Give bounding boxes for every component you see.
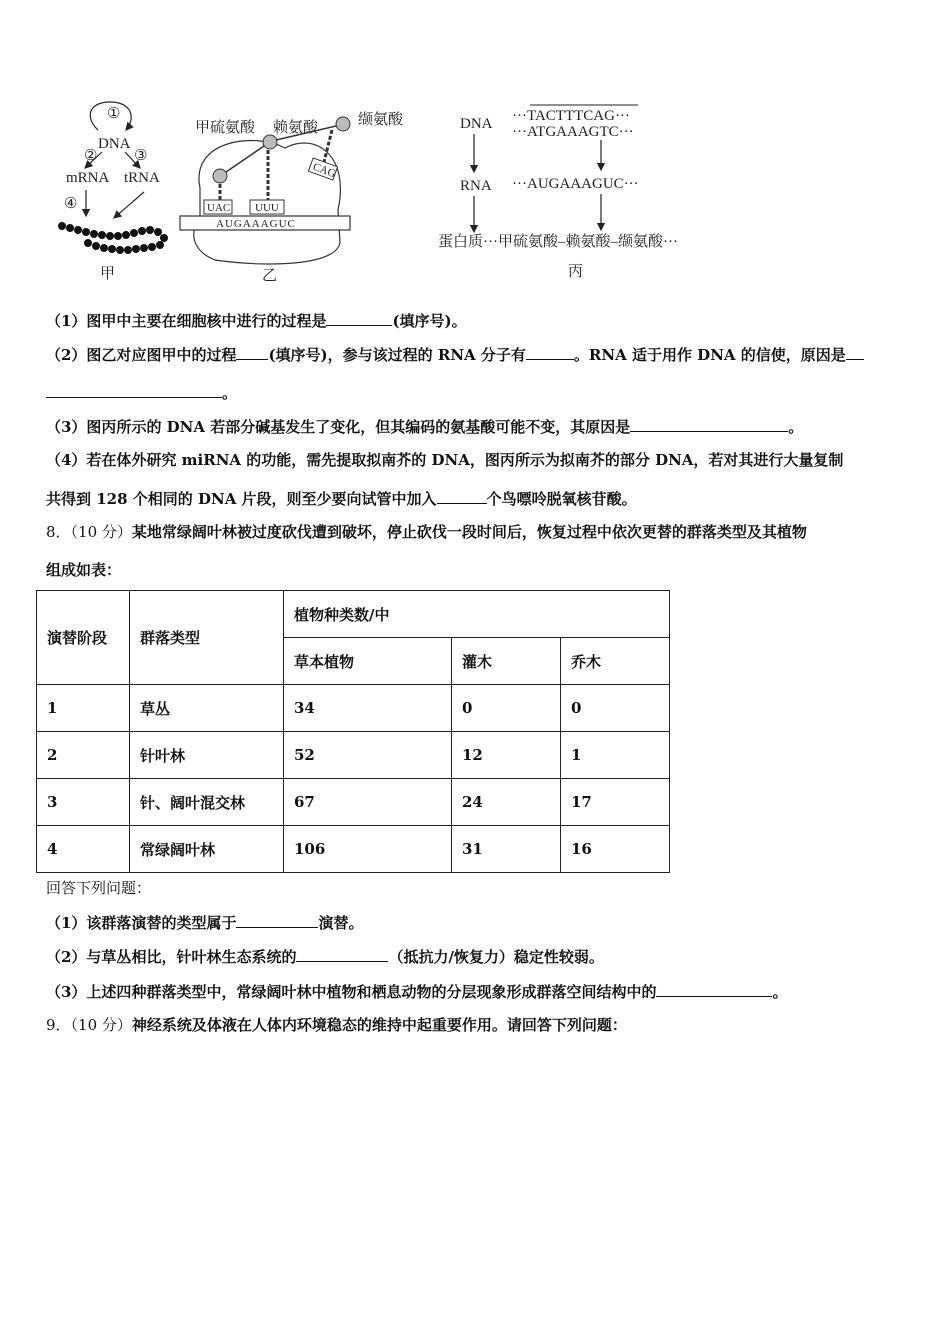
q8-sub3	[46, 981, 787, 1002]
answer-blank[interactable]	[526, 344, 574, 360]
diagram-jia	[58, 102, 168, 282]
q8-stem-cont	[46, 560, 121, 580]
jia-process-2: ②	[84, 148, 98, 164]
bing-template-strand: ···TACTTTCAG···	[512, 108, 630, 124]
bing-dna-label: DNA	[460, 116, 493, 132]
cell-shrub: 0	[452, 685, 561, 732]
cell-tree: 16	[561, 826, 670, 873]
bing-rna-sequence: ···AUGAAAGUC···	[512, 176, 639, 192]
cell-type: 针、阔叶混交林	[130, 779, 284, 826]
q8-sub2	[46, 946, 604, 967]
q8-sub2-end: （抵抗力/恢复力）稳定性较弱。	[388, 948, 604, 966]
q8-sub3-end: 。	[772, 983, 788, 1001]
answer-blank[interactable]	[236, 912, 318, 928]
jia-trna-label: tRNA	[124, 170, 160, 186]
diagram-bing	[438, 105, 678, 280]
jia-process-1: ①	[107, 106, 121, 122]
succession-table	[36, 590, 670, 873]
q8-sub1-text: （1）该群落演替的类型属于	[46, 914, 237, 932]
bing-protein: 蛋白质···甲硫氨酸–赖氨酸–缬氨酸···	[438, 234, 678, 250]
cell-stage: 1	[37, 685, 130, 732]
q8-answer-intro-text: 回答下列问题：	[46, 879, 152, 897]
q8-number: 8．（10 分）	[46, 523, 132, 541]
th-shrub: 灌木	[452, 638, 561, 685]
yi-anticodon-1: UAC	[207, 202, 231, 214]
cell-type: 针叶林	[130, 732, 284, 779]
q7-part1	[46, 310, 467, 331]
q9-number: 9．（10 分）	[46, 1016, 132, 1034]
th-type: 群落类型	[130, 591, 284, 685]
yi-lys-label: 赖氨酸	[273, 120, 319, 136]
q7-part3-text: （3）图丙所示的 DNA 若部分碱基发生了变化，但其编码的氨基酸可能不变，其原因是	[46, 418, 631, 436]
answer-blank[interactable]	[236, 344, 268, 360]
answer-blank[interactable]	[846, 344, 864, 360]
q7-part2-cont	[46, 382, 237, 403]
q8-stem	[46, 522, 807, 542]
bing-rna-label: RNA	[460, 178, 492, 194]
q7-part4-cont	[46, 488, 637, 509]
q7-part4-text2: 共得到 128 个相同的 DNA 片段，则至少要向试管中加入	[46, 490, 437, 508]
cell-herb: 52	[284, 732, 452, 779]
q8-answer-intro	[46, 878, 151, 898]
answer-blank[interactable]	[630, 416, 788, 432]
cell-stage: 3	[37, 779, 130, 826]
cell-tree: 17	[561, 779, 670, 826]
q7-part4-text: （4）若在体外研究 miRNA 的功能，需先提取拟南芥的 DNA，图丙所示为拟南芥的部分 DNA，若对其进行大量复制	[46, 451, 844, 469]
cell-stage: 2	[37, 732, 130, 779]
table-row	[37, 779, 670, 826]
diagram-yi	[180, 111, 404, 284]
q8-sub3-text: （3）上述四种群落类型中，常绿阔叶林中植物和栖息动物的分层现象形成群落空间结构中的	[46, 983, 657, 1001]
q8-stem-text2: 组成如表：	[46, 561, 122, 579]
q7-part3-end: 。	[788, 418, 804, 436]
jia-label: 甲	[100, 266, 116, 282]
jia-process-4: ④	[64, 196, 78, 212]
cell-type: 草丛	[130, 685, 284, 732]
yi-met-label: 甲硫氨酸	[195, 120, 256, 136]
cell-herb: 34	[284, 685, 452, 732]
q8-sub1-end: 演替。	[318, 914, 364, 932]
cell-shrub: 12	[452, 732, 561, 779]
th-stage: 演替阶段	[37, 591, 130, 685]
bing-coding-strand: ···ATGAAAGTC···	[512, 124, 634, 140]
q7-part1-text: （1）图甲中主要在细胞核中进行的过程是	[46, 312, 327, 330]
yi-anticodon-2: UUU	[255, 202, 279, 214]
yi-anticodon-3: CAG	[311, 160, 338, 181]
answer-blank[interactable]	[46, 382, 222, 398]
q8-sub1	[46, 912, 363, 933]
yi-label: 乙	[262, 268, 278, 284]
cell-stage: 4	[37, 826, 130, 873]
cell-tree: 1	[561, 732, 670, 779]
q7-part2-mid: (填序号)，参与该过程的 RNA 分子有	[268, 346, 526, 364]
table-row	[37, 826, 670, 873]
answer-blank[interactable]	[326, 310, 392, 326]
th-herb: 草本植物	[284, 638, 452, 685]
cell-type: 常绿阔叶林	[130, 826, 284, 873]
cell-shrub: 31	[452, 826, 561, 873]
q7-part3	[46, 416, 803, 437]
q9-stem-text: 神经系统及体液在人体内环境稳态的维持中起重要作用。请回答下列问题：	[131, 1016, 627, 1034]
q7-part4-end: 个鸟嘌呤脱氧核苷酸。	[486, 490, 637, 508]
table-row	[37, 732, 670, 779]
q7-part4	[46, 450, 843, 470]
q7-part1-suffix: (填序号)。	[392, 312, 467, 330]
yi-val-label: 缬氨酸	[358, 112, 404, 128]
cell-tree: 0	[561, 685, 670, 732]
bing-label: 丙	[568, 264, 584, 280]
q7-part2-mid2: 。RNA 适于用作 DNA 的信使，原因是	[573, 346, 846, 364]
yi-mrna-sequence: AUGAAAGUC	[216, 218, 296, 230]
jia-mrna-label: mRNA	[66, 170, 110, 186]
th-species: 植物种类数/中	[284, 591, 670, 638]
figure-gene-expression	[40, 100, 740, 290]
q9-stem	[46, 1015, 627, 1035]
q8-stem-text: 某地常绿阔叶林被过度砍伐遭到破坏，停止砍伐一段时间后，恢复过程中依次更替的群落类型及其植物	[131, 523, 807, 541]
q7-part2-text: （2）图乙对应图甲中的过程	[46, 346, 237, 364]
jia-process-3: ③	[134, 148, 148, 164]
q8-sub2-text: （2）与草丛相比，针叶林生态系统的	[46, 948, 297, 966]
answer-blank[interactable]	[656, 981, 772, 997]
answer-blank[interactable]	[296, 946, 388, 962]
q7-part2-end: 。	[222, 384, 238, 402]
answer-blank[interactable]	[437, 488, 487, 504]
q7-part2	[46, 344, 864, 365]
table-row	[37, 685, 670, 732]
jia-dna-label: DNA	[98, 136, 131, 152]
cell-herb: 106	[284, 826, 452, 873]
th-tree: 乔木	[561, 638, 670, 685]
polypeptide-chain-icon	[58, 222, 168, 254]
cell-herb: 67	[284, 779, 452, 826]
cell-shrub: 24	[452, 779, 561, 826]
